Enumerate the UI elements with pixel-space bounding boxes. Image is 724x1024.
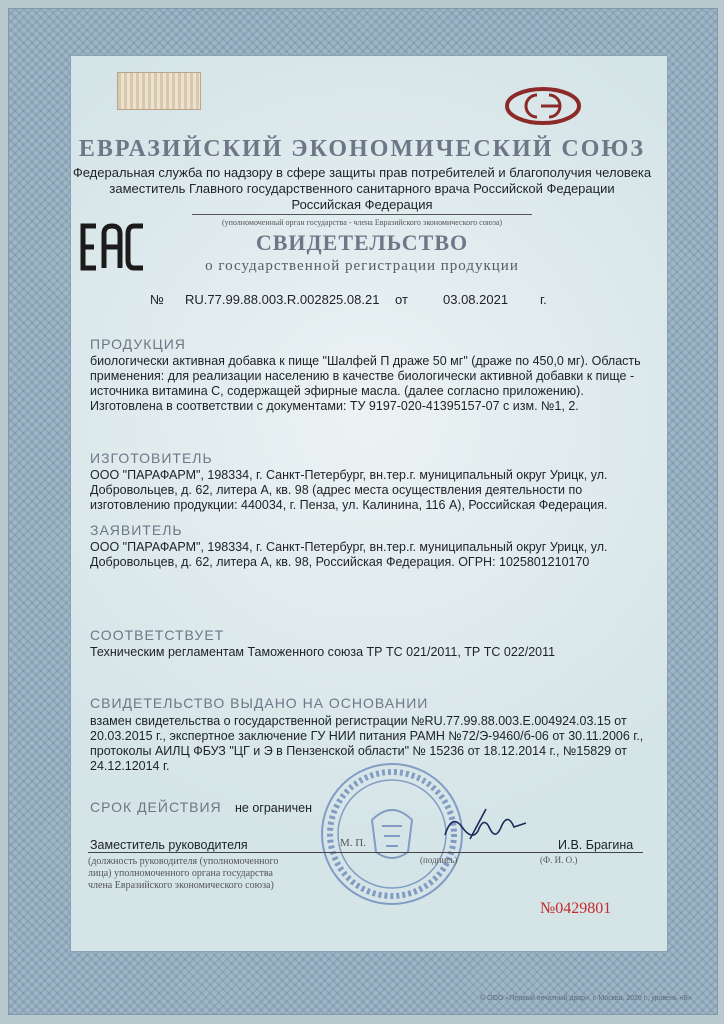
signature-hint: (подпись) xyxy=(420,855,458,865)
agency-line: заместитель Главного государственного санитарного врача Российской Федерации xyxy=(109,181,615,196)
position-hint-line: (должность руководителя (уполномоченного xyxy=(88,856,279,867)
registration-date: 03.08.2021 xyxy=(443,292,509,307)
number-label: № xyxy=(150,292,164,307)
basis-heading: СВИДЕТЕЛЬСТВО ВЫДАНО НА ОСНОВАНИИ xyxy=(90,695,429,711)
signer-name: И.В. Брагина xyxy=(558,838,634,852)
year-suffix: г. xyxy=(540,292,547,307)
basis-text: взамен свидетельства о государственной регистрации №RU.77.99.88.003.Е.004924.03.15 от 20.03.2015 г., экспертное заключение ГУ НИИ питания РАМН №72/Э-9460/б-06 от 30.11.2006 г., протоколы АИЛЦ ФБУЗ "ЦГ и Э в Пензенской области" № 15236 от 18.12.2014 г., №15829 от 24.12.12014 г. xyxy=(90,714,644,773)
agency-hint: (уполномоченный орган государства - члена Евразийского экономического союза) xyxy=(192,214,532,231)
hologram-sticker xyxy=(117,72,201,110)
se-logo-icon xyxy=(503,86,583,126)
position-hint-line: лица) уполномоченного органа государства xyxy=(88,868,273,879)
fio-hint: (Ф. И. О.) xyxy=(540,855,578,865)
registration-number: RU.77.99.88.003.R.002825.08.21 xyxy=(185,292,380,307)
position-hint-line: члена Евразийского экономического союза) xyxy=(88,880,274,891)
signature-line xyxy=(88,852,643,853)
document-subtitle: о государственной регистрации продукции xyxy=(205,258,519,274)
position-hint xyxy=(88,856,338,892)
manufacturer-text: ООО "ПАРАФАРМ", 198334, г. Санкт-Петербург, вн.тер.г. муниципальный округ Урицк, ул. Добровольцев, д. 62, литера А, кв. 98 (адрес места осуществления деятельности по изготовлению продукции: 440034, г. Пенза, ул. Калинина, 116 А), Российская Федерация. xyxy=(90,468,608,512)
date-from-label: от xyxy=(395,292,408,307)
agency-line: Федеральная служба по надзору в сфере защиты прав потребителей и благополучия человека xyxy=(72,165,652,180)
validity-heading: СРОК ДЕЙСТВИЯ xyxy=(90,799,222,815)
stamp-place-label: М. П. xyxy=(340,837,366,849)
serial-number: №0429801 xyxy=(540,900,612,917)
conformity-heading: СООТВЕТСТВУЕТ xyxy=(90,627,225,643)
document-title: СВИДЕТЕЛЬСТВО xyxy=(255,230,469,255)
union-title: ЕВРАЗИЙСКИЙ ЭКОНОМИЧЕСКИЙ СОЮЗ xyxy=(78,136,646,162)
signature-icon xyxy=(440,805,530,850)
product-text: биологически активная добавка к пище "Шалфей П драже 50 мг" (драже по 450,0 мг). Область применения: для реализации населению в качестве биологически активной добавки к пище - источника витамина С, содержащей эфирные масла. (далее согласно приложению). Изготовлена в соответствии с документами: ТУ 9197-020-41395157-07 с изм. №1, 2. xyxy=(90,354,641,413)
signer-position: Заместитель руководителя xyxy=(90,838,248,852)
product-heading: ПРОДУКЦИЯ xyxy=(90,336,186,352)
eac-logo-icon xyxy=(78,222,148,272)
applicant-heading: ЗАЯВИТЕЛЬ xyxy=(90,522,183,538)
agency-block xyxy=(70,165,654,231)
applicant-text: ООО "ПАРАФАРМ", 198334, г. Санкт-Петербург, вн.тер.г. муниципальный округ Урицк, ул. Добровольцев, д. 62, литера А, кв. 98, Российская Федерация. ОГРН: 1025801210170 xyxy=(90,540,608,569)
manufacturer-heading: ИЗГОТОВИТЕЛЬ xyxy=(90,450,213,466)
agency-line: Российская Федерация xyxy=(291,197,433,212)
conformity-text: Техническим регламентам Таможенного союза ТР ТС 021/2011, ТР ТС 022/2011 xyxy=(90,645,556,659)
printer-footer: © ООО «Первый печатный двор», г. Москва, 2020 г., уровень «В» xyxy=(480,995,692,1002)
validity-value: не ограничен xyxy=(235,801,312,815)
